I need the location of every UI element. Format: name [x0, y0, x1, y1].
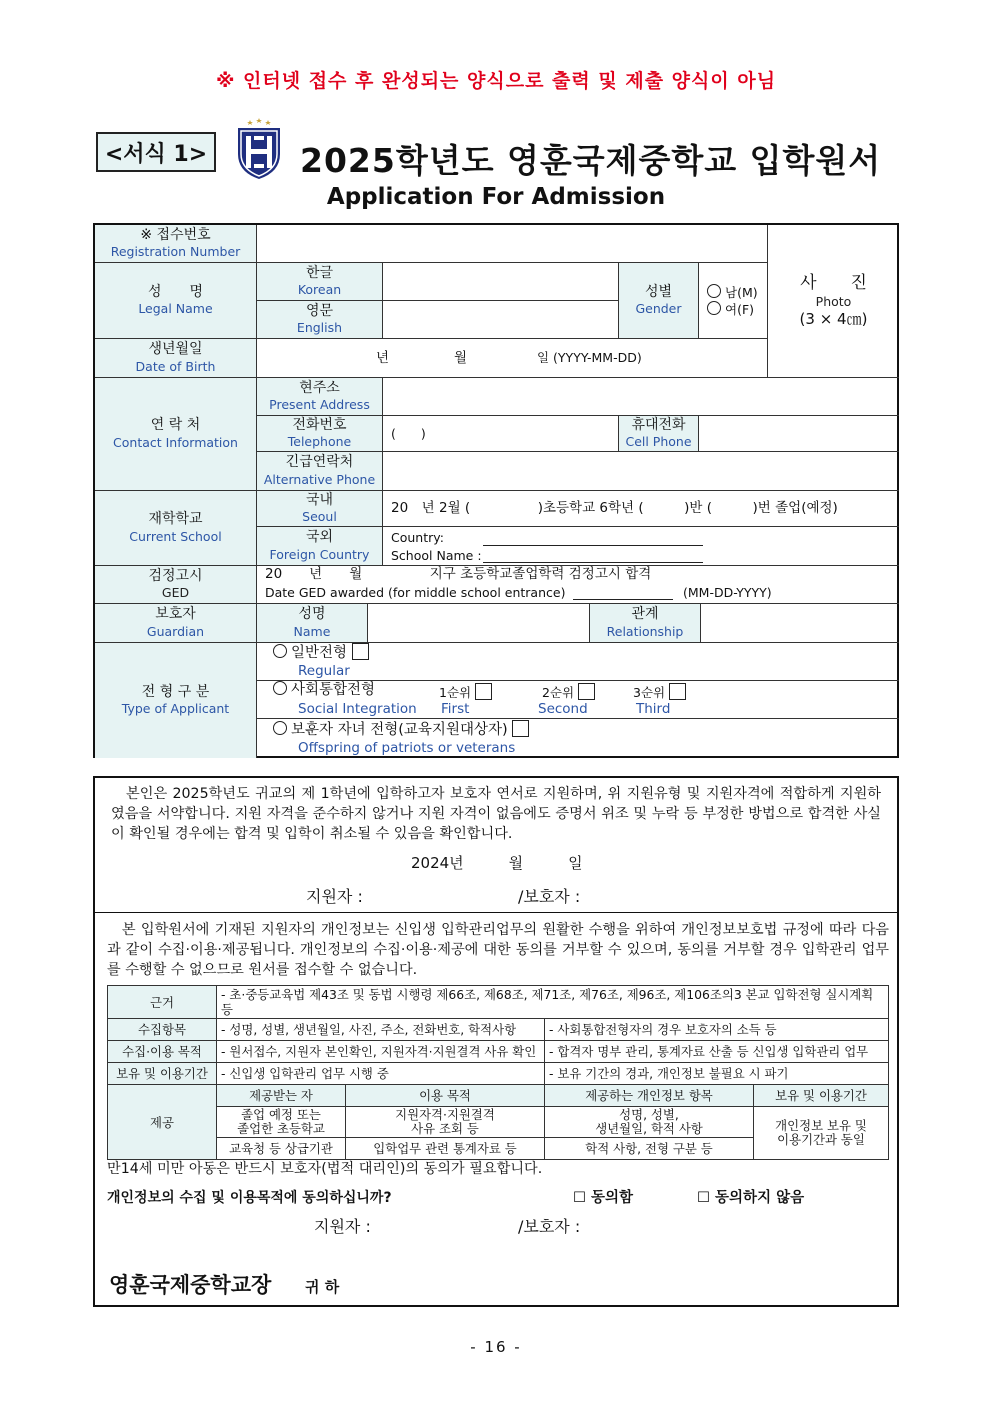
- photo-size: (3 × 4㎝): [799, 310, 868, 329]
- purpose-a: - 원서접수, 지원자 본인확인, 지원자격·지원결격 사유 확인: [217, 1041, 545, 1063]
- domestic-school-field[interactable]: [383, 491, 899, 527]
- address-label-en: Present Address: [269, 397, 370, 413]
- korean-label-en: Korean: [297, 282, 342, 298]
- social-integration-option[interactable]: [257, 681, 899, 719]
- basis-head: 근거: [108, 986, 217, 1019]
- ged-label: [95, 566, 257, 604]
- collected-items-a: - 성명, 성별, 생년월일, 사진, 주소, 전화번호, 학적사항: [217, 1019, 545, 1041]
- purpose-b: - 합격자 명부 관리, 통계자료 산출 등 신입생 입학관리 업무: [545, 1041, 889, 1063]
- cell-label-ko: 휴대전화: [631, 416, 686, 433]
- gender-label-ko: 성별: [644, 283, 673, 300]
- gender-female-label: 여(F): [725, 301, 755, 317]
- provide-col-purpose: 이용 목적: [346, 1085, 545, 1107]
- declaration-guardian-sign[interactable]: /보호자 :: [518, 887, 581, 906]
- name-label: [95, 263, 257, 339]
- ged-date-underline[interactable]: [573, 599, 673, 600]
- social-label-en: Social Integration: [298, 701, 417, 717]
- table-row: [108, 1107, 889, 1138]
- checkbox-square-icon[interactable]: [475, 683, 492, 700]
- patriot-option[interactable]: [257, 719, 899, 758]
- dob-month-text: 월: [454, 350, 468, 366]
- registration-number-field[interactable]: [257, 225, 768, 263]
- provide-col-retention: 보유 및 이용기간: [754, 1085, 889, 1107]
- english-label-en: English: [296, 320, 343, 336]
- domestic-label-ko: 국내: [305, 491, 334, 508]
- checkbox-square-icon[interactable]: [669, 683, 686, 700]
- purpose-head: 수집·이용 목적: [108, 1041, 217, 1063]
- photo-label-ko: 사 진: [800, 273, 867, 294]
- ged-line2a: Date GED awarded (for middle school entrance): [265, 585, 566, 600]
- collected-items-head: 수집항목: [108, 1019, 217, 1041]
- provide-purpose-2: 입학업무 관련 통계자료 등: [346, 1138, 545, 1160]
- privacy-guardian-sign[interactable]: /보호자 :: [518, 1217, 581, 1236]
- school-label: [95, 491, 257, 566]
- consent-question: 개인정보의 수집 및 이용목적에 동의하십니까?: [107, 1190, 392, 1206]
- radio-circle-icon[interactable]: [273, 681, 287, 695]
- privacy-table: [107, 985, 889, 1160]
- telephone-label-en: Telephone: [287, 434, 352, 450]
- provide-retention: 개인정보 보유 및 이용기간과 동일: [754, 1107, 889, 1160]
- relationship-label-ko: 관계: [631, 606, 659, 623]
- checkbox-square-icon[interactable]: [352, 643, 369, 660]
- patriot-label-en: Offspring of patriots or veterans: [298, 740, 516, 756]
- page-title: 2025학년도 영훈국제중학교 입학원서: [300, 141, 882, 180]
- guardian-label: [95, 604, 257, 643]
- school-crest-icon: [232, 118, 286, 180]
- ged-label-en: GED: [161, 585, 190, 601]
- address-field[interactable]: [383, 378, 899, 416]
- priority2-label: 2순위: [542, 685, 575, 700]
- contact-label: [95, 378, 257, 491]
- photo-box[interactable]: [768, 225, 899, 378]
- application-form: [93, 223, 899, 758]
- radio-circle-icon[interactable]: [707, 284, 721, 298]
- guardian-name-label-en: Name: [293, 623, 331, 639]
- country-underline[interactable]: [483, 545, 703, 546]
- declaration-applicant-sign[interactable]: 지원자 :: [306, 887, 363, 906]
- contact-label-en: Contact Information: [113, 434, 238, 450]
- guardian-name-label-ko: 성명: [298, 606, 326, 623]
- gender-male-option[interactable]: [707, 284, 758, 301]
- retention-head: 보유 및 이용기간: [108, 1063, 217, 1085]
- priority1-label: 1순위: [439, 685, 472, 700]
- gender-male-label: 남(M): [725, 284, 758, 300]
- declaration-date: 2024년 월 일: [411, 854, 583, 872]
- table-row: [108, 1085, 889, 1107]
- dob-label: [95, 339, 257, 378]
- principal-addressee: 영훈국제중학교장: [109, 1273, 272, 1297]
- page-subtitle: Application For Admission: [326, 184, 666, 210]
- ged-line1: 20 년 월 지구 초등학교졸업학력 검정고시 합격: [265, 566, 652, 582]
- declaration-text: 본인은 2025학년도 귀교의 제 1학년에 입학하고자 보호자 연서로 지원하며, 위 지원유형 및 지원자격에 적합하게 지원하였음을 서약합니다. 지원 자격을 준수하지 않거나 지원 자격이 없음에도 증명서 위조 및 누락 등 부정한 방법으로 합격한 사실이 확인될 경우에는 합격 및 입학이 취소될 수 있음을 확인합니다.: [111, 786, 882, 842]
- provide-recipient-2: 교육청 등 상급기관: [217, 1138, 346, 1160]
- school-name-label: School Name :: [391, 548, 482, 563]
- regular-label-en: Regular: [298, 663, 350, 679]
- alt-phone-field[interactable]: [383, 452, 899, 491]
- declaration-section: [93, 776, 899, 1307]
- gender-female-option[interactable]: [707, 301, 754, 318]
- area-code-paren: ( ): [391, 425, 426, 441]
- applicant-type-label-en: Type of Applicant: [121, 701, 230, 717]
- patriot-label-ko: 보훈자 자녀 전형(교육지원대상자): [291, 722, 508, 738]
- name-label-en: Legal Name: [138, 301, 213, 317]
- provide-col-recipient: 제공받는 자: [217, 1085, 346, 1107]
- alt-phone-label-en: Alternative Phone: [263, 471, 376, 487]
- consent-disagree-checkbox[interactable]: ☐ 동의하지 않음: [697, 1190, 805, 1206]
- alt-phone-label-ko: 긴급연락처: [285, 454, 354, 471]
- cell-label-en: Cell Phone: [625, 434, 692, 450]
- provide-items-1: 성명, 성별, 생년월일, 학적 사항: [545, 1107, 754, 1138]
- domestic-school-line: 20 년 2월 ( )초등학교 6학년 ( )반 ( )번 졸업(예정): [391, 500, 838, 517]
- registration-label-en: Registration Number: [110, 244, 241, 260]
- basis-text: - 초·중등교육법 제43조 및 동법 시행령 제66조, 제68조, 제71조, 제76조, 제96조, 제106조의3 본교 입학전형 실시계획 등: [217, 986, 889, 1019]
- honorific-text: 귀 하: [305, 1278, 340, 1296]
- section-divider: [95, 912, 897, 913]
- registration-label: [95, 225, 257, 263]
- applicant-type-label: [95, 643, 257, 758]
- domestic-label-en: Seoul: [302, 509, 337, 525]
- regular-label-ko: 일반전형: [291, 645, 348, 661]
- regular-option[interactable]: [257, 643, 899, 681]
- relationship-field[interactable]: [701, 604, 899, 643]
- relationship-label: [590, 604, 701, 643]
- photo-label-en: Photo: [815, 294, 852, 310]
- english-name-label: [257, 301, 383, 339]
- registration-label-ko: ※ 접수번호: [140, 226, 211, 243]
- provide-items-2: 학적 사항, 전형 구분 등: [545, 1138, 754, 1160]
- school-name-underline[interactable]: [483, 562, 703, 563]
- alt-phone-label: [257, 452, 383, 491]
- gender-label-en: Gender: [635, 301, 682, 317]
- provide-head: 제공: [108, 1085, 217, 1160]
- provide-col-items: 제공하는 개인정보 항목: [545, 1085, 754, 1107]
- table-row: [108, 1063, 889, 1085]
- consent-agree-checkbox[interactable]: ☐ 동의함: [573, 1190, 634, 1206]
- country-label: Country:: [391, 530, 444, 545]
- ged-line2b: (MM-DD-YYYY): [683, 585, 772, 600]
- table-row: [108, 986, 889, 1019]
- gender-label: [619, 263, 699, 339]
- retention-a: - 신입생 입학관리 업무 시행 중: [217, 1063, 545, 1085]
- radio-circle-icon[interactable]: [273, 644, 287, 658]
- school-label-en: Current School: [129, 528, 222, 544]
- english-name-field[interactable]: [383, 301, 619, 339]
- priority2-label-en: Second: [538, 701, 588, 717]
- social-label-ko: 사회통합전형: [291, 682, 376, 698]
- name-label-ko: 성 명: [147, 283, 204, 300]
- foreign-school-label: [257, 527, 383, 566]
- cell-phone-field[interactable]: [699, 416, 899, 452]
- telephone-label: [257, 416, 383, 452]
- provide-recipient-1: 졸업 예정 또는 졸업한 초등학교: [217, 1107, 346, 1138]
- table-row: [108, 1041, 889, 1063]
- foreign-label-ko: 국외: [305, 529, 334, 546]
- telephone-label-ko: 전화번호: [292, 416, 347, 433]
- dob-day-text: 일 (YYYY-MM-DD): [537, 350, 642, 365]
- priority3-label: 3순위: [633, 685, 666, 700]
- korean-name-field[interactable]: [383, 263, 619, 301]
- cell-phone-label: [619, 416, 699, 452]
- address-label: [257, 378, 383, 416]
- telephone-field[interactable]: [383, 416, 619, 452]
- dob-label-en: Date of Birth: [135, 358, 216, 374]
- notice-banner: ※ 인터넷 접수 후 완성되는 양식으로 출력 및 제출 양식이 아님: [215, 70, 777, 92]
- priority3-label-en: Third: [636, 701, 671, 717]
- english-label-ko: 영문: [305, 302, 334, 319]
- ged-field[interactable]: [257, 566, 899, 604]
- foreign-school-field[interactable]: [383, 527, 899, 566]
- radio-circle-icon[interactable]: [707, 301, 721, 315]
- page-number: - 16 -: [470, 1338, 522, 1356]
- dob-field[interactable]: [257, 339, 768, 378]
- form-number-tag: <서식 1>: [96, 132, 216, 172]
- dob-label-ko: 생년월일: [148, 341, 203, 358]
- school-label-ko: 재학학교: [148, 511, 203, 528]
- guardian-name-field[interactable]: [368, 604, 590, 643]
- table-row: [108, 1019, 889, 1041]
- guardian-name-label: [257, 604, 368, 643]
- collected-items-b: - 사회통합전형자의 경우 보호자의 소득 등: [545, 1019, 889, 1041]
- minor-consent-note: 만14세 미만 아동은 반드시 보호자(법적 대리인)의 동의가 필요합니다.: [107, 1161, 543, 1177]
- privacy-intro: 본 입학원서에 기재된 지원자의 개인정보는 신입생 입학관리업무의 원활한 수행을 위하여 개인정보보호법 규정에 따라 다음과 같이 수집·이용·제공됩니다. 개인정보의 수집·이용·제공에 대한 동의를 거부할 수 있으며, 동의를 거부할 경우 입학관리 업무를 수행할 수 없으므로 원서를 접수할 수 없습니다.: [107, 922, 889, 978]
- privacy-applicant-sign[interactable]: 지원자 :: [314, 1217, 371, 1236]
- checkbox-square-icon[interactable]: [512, 720, 529, 737]
- foreign-label-en: Foreign Country: [269, 546, 370, 562]
- guardian-label-en: Guardian: [146, 623, 205, 639]
- checkbox-square-icon[interactable]: [578, 683, 595, 700]
- priority1-label-en: First: [441, 701, 470, 717]
- dob-year-text: 년: [376, 350, 390, 366]
- korean-name-label: [257, 263, 383, 301]
- applicant-type-label-ko: 전 형 구 분: [141, 683, 210, 700]
- contact-label-ko: 연 락 처: [150, 417, 201, 434]
- gender-options: [699, 263, 768, 339]
- relationship-label-en: Relationship: [606, 623, 684, 639]
- retention-b: - 보유 기간의 경과, 개인정보 불필요 시 파기: [545, 1063, 889, 1085]
- korean-label-ko: 한글: [305, 264, 334, 281]
- guardian-label-ko: 보호자: [155, 606, 196, 623]
- address-label-ko: 현주소: [299, 379, 340, 396]
- domestic-school-label: [257, 491, 383, 527]
- provide-purpose-1: 지원자격·지원결격 사유 조회 등: [346, 1107, 545, 1138]
- ged-label-ko: 검정고시: [148, 567, 203, 584]
- radio-circle-icon[interactable]: [273, 721, 287, 735]
